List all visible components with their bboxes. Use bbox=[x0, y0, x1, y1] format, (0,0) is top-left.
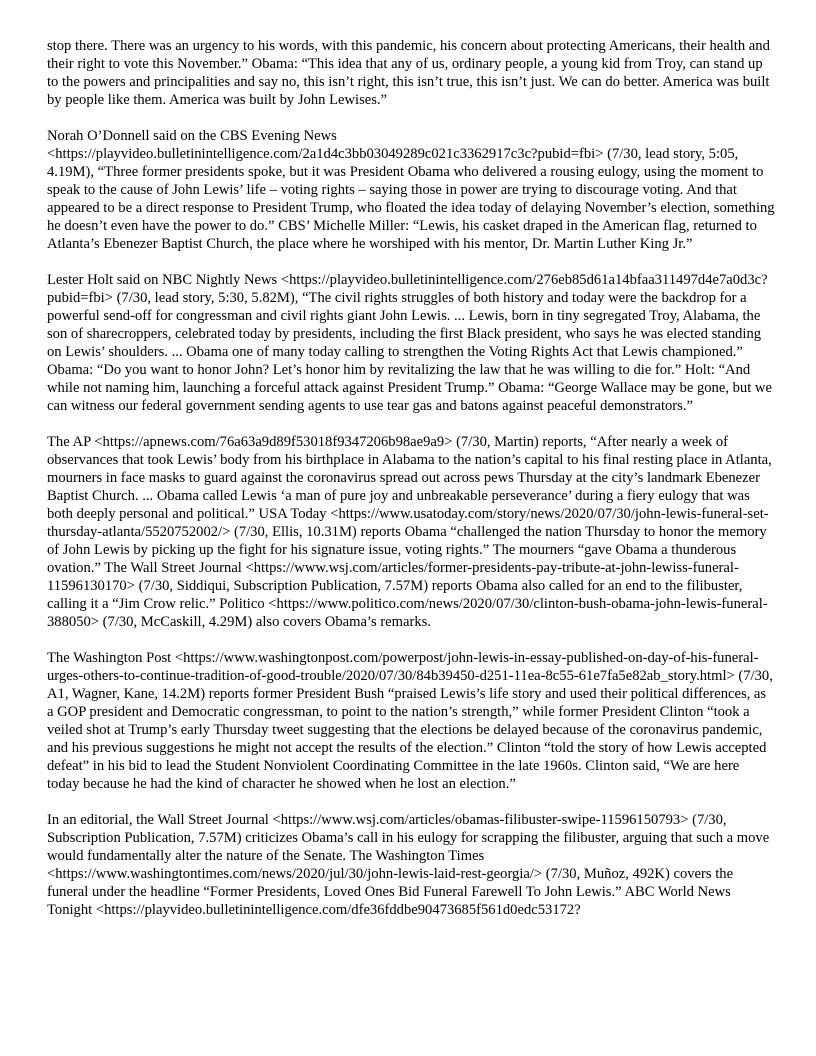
document-page bbox=[47, 37, 775, 919]
paragraph-cbs-evening-news: Norah O’Donnell said on the CBS Evening News <https://playvideo.bulletinintelligence.com/2a1d4c3bb03049289c021c3362917c3c?pubid=fbi> (7/30, lead story, 5:05, 4.19M), “Three former presidents spoke, but it was President Obama who delivered a rousing eulogy, using the moment to speak to the cause of John Lewis’ life – voting rights – saying those in power are trying to discourage voting. And that appeared to be a direct response to President Trump, who floated the idea today of delaying November’s election, something he doesn’t even have the power to do.” CBS’ Michelle Miller: “Lewis, his casket draped in the American flag, returned to Atlanta’s Ebenezer Baptist Church, the place where he worshiped with his mentor, Dr. Martin Luther King Jr.” bbox=[47, 128, 775, 252]
paragraph-obama-quote-continuation: stop there. There was an urgency to his words, with this pandemic, his concern about protecting Americans, their health and their right to vote this November.” Obama: “This idea that any of us, ordinary people, a young kid from Troy, can stand up to the powers and principalities and say no, this isn’t right, this isn’t true, this isn’t just. We can do better. America was built by people like them. America was built by John Lewises.” bbox=[47, 38, 770, 108]
paragraph-wsj-editorial-washington-times: In an editorial, the Wall Street Journal <https://www.wsj.com/articles/obamas-filibuster-swipe-11596150793> (7/30, Subscription Publication, 7.57M) criticizes Obama’s call in his eulogy for scrapping the filibuster, arguing that such a move would fundamentally alter the nature of the Senate. The Washington Times <https://www.washingtontimes.com/news/2020/jul/30/john-lewis-laid-rest-georgia/> (7/30, Muñoz, 492K) covers the funeral under the headline “Former Presidents, Loved Ones Bid Funeral Farewell To John Lewis.” ABC World News Tonight <https://playvideo.bulletinintelligence.com/dfe36fddbe90473685f561d0edc53172? bbox=[47, 812, 770, 918]
paragraph-nbc-nightly-news: Lester Holt said on NBC Nightly News <https://playvideo.bulletinintelligence.com/276eb85d61a14bfaa311497d4e7a0d3c?pubid=fbi> (7/30, lead story, 5:30, 5.82M), “The civil rights struggles of both history and today were the backdrop for a powerful send-off for congressman and civil rights giant John Lewis. ... Lewis, born in tiny segregated Troy, Alabama, the son of sharecroppers, celebrated today by presidents, including the first Black president, who says he was elected standing on Lewis’ shoulders. ... Obama one of many today calling to strengthen the Voting Rights Act that Lewis championed.” Obama: “Do you want to honor John? Let’s honor him by revitalizing the law that he was willing to die for.” Holt: “And while not naming him, launching a forceful attack against President Trump.” Obama: “George Wallace may be gone, but we can witness our federal government sending agents to use tear gas and batons against peaceful demonstrators.” bbox=[47, 272, 772, 414]
paragraph-washington-post: The Washington Post <https://www.washingtonpost.com/powerpost/john-lewis-in-essay-published-on-day-of-his-funeral-urges-others-to-continue-tradition-of-good-trouble/2020/07/30/84b39450-d251-11ea-8c55-61e7fa5e82ab_story.html> (7/30, A1, Wagner, Kane, 14.2M) reports former President Bush “praised Lewis’s life story and used their political differences, as a GOP president and Democratic congressman, to point to the nation’s strength,” while former President Clinton “took a veiled shot at Trump’s early Thursday tweet suggesting that the elections be delayed because of the coronavirus pandemic, and his previous suggestions he might not accept the results of the election.” Clinton “told the story of how Lewis accepted defeat” in his bid to lead the Student Nonviolent Coordinating Committee in the late 1960s. Clinton said, “We are here today because he had the kind of character he showed when he lost an election.” bbox=[47, 650, 773, 792]
paragraph-ap-usatoday-wsj-politico: The AP <https://apnews.com/76a63a9d89f53018f9347206b98ae9a9> (7/30, Martin) reports, “After nearly a week of observances that took Lewis’ body from his birthplace in Alabama to the nation’s capital to his final resting place in Atlanta, mourners in face masks to guard against the coronavirus spread out across pews Thursday at the city’s landmark Ebenezer Baptist Church. ... Obama called Lewis ‘a man of pure joy and unbreakable perseverance’ during a fiery eulogy that was both deeply personal and political.” USA Today <https://www.usatoday.com/story/news/2020/07/30/john-lewis-funeral-set-thursday-atlanta/5520752002/> (7/30, Ellis, 10.31M) reports Obama “challenged the nation Thursday to honor the memory of John Lewis by picking up the fight for his signature issue, voting rights.” The mourners “gave Obama a thunderous ovation.” The Wall Street Journal <https://www.wsj.com/articles/former-presidents-pay-tribute-at-john-lewiss-funeral-11596130170> (7/30, Siddiqui, Subscription Publication, 7.57M) reports Obama also called for an end to the filibuster, calling it a “Jim Crow relic.” Politico <https://www.politico.com/news/2020/07/30/clinton-bush-obama-john-lewis-funeral-388050> (7/30, McCaskill, 4.29M) also covers Obama’s remarks. bbox=[47, 434, 772, 630]
